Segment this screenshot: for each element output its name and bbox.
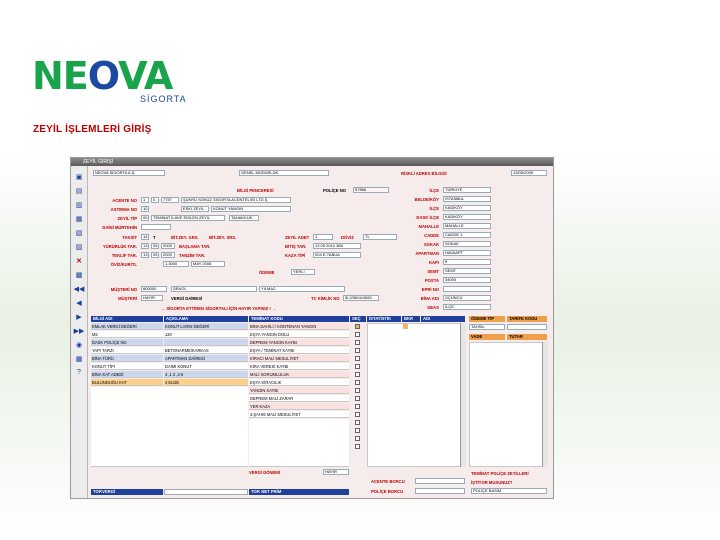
logo-part-o: O <box>87 54 119 98</box>
grid-header-odeme-tip: ÖDEME TİP <box>469 316 505 322</box>
address-mahalle[interactable]: MAHALLE <box>443 223 491 229</box>
bilgi-row-desc[interactable]: 4 ELDE <box>164 379 248 386</box>
address-label-belde: BELDE/KÖY <box>414 197 439 202</box>
kaza-tipi-field[interactable]: 004 E-TABUA <box>313 252 361 258</box>
company-field[interactable]: NEOVA SİGORTA A.Ş. <box>93 170 165 176</box>
address-semt[interactable]: SEMT <box>443 268 491 274</box>
teminat-empty-area <box>249 419 349 467</box>
astirma-v3[interactable]: ESKİ ZEYİL <box>181 206 209 212</box>
top-vergi-field[interactable] <box>164 489 248 495</box>
zeyil-tip-v1[interactable]: 00 <box>143 215 148 220</box>
right-note-2: İŞTİYOR MUSUNUZ? <box>471 480 513 485</box>
teminat-select-checkbox[interactable] <box>355 364 360 369</box>
bilgi-row-desc[interactable]: KONUT LARIN DEĞERİ <box>164 323 248 330</box>
bilgi-row-name[interactable]: M2 <box>91 331 163 338</box>
form-label-yururluk: YÜRÜRLÜK TAR. <box>102 244 137 249</box>
top-net-prim-label: TOP. NET PRİM <box>249 489 349 495</box>
acente-v2[interactable]: 0 <box>151 197 159 203</box>
bitis-field[interactable]: 13 05 2010 365 <box>313 243 361 249</box>
bilgi-empty-area <box>91 387 248 467</box>
teminat-row[interactable]: KİRACI MALİ MESULİYET <box>249 355 349 362</box>
close-icon[interactable]: ✕ <box>76 257 82 265</box>
address-label-epri: EPRİ NO <box>421 287 439 292</box>
address-label-ilce: İLÇE <box>429 206 439 211</box>
page-title: ZEYİL İŞLEMLERİ GİRİŞ <box>33 124 152 135</box>
teminat-select-checkbox[interactable] <box>355 380 360 385</box>
bilgi-row-desc[interactable]: APARTMAN DAİRESİ <box>164 355 248 362</box>
address-cadde[interactable]: CADDE 1 <box>443 232 491 238</box>
vergi-donemi-label: VERGİ DÖNEMİ <box>249 470 280 475</box>
address-belde[interactable]: İSTANBUL <box>443 196 491 202</box>
logo-part-ne: NE <box>32 54 88 98</box>
address-label-sokak: SOKAK <box>423 242 439 247</box>
musteri-name-field[interactable]: ŞENOL <box>171 286 257 292</box>
teminat-select-checkbox[interactable] <box>355 356 360 361</box>
mortgage-select[interactable]: HAYIR <box>141 295 163 301</box>
teminat-select-checkbox[interactable] <box>355 388 360 393</box>
teminat-row[interactable]: EŞYA / TEMİNAT KAYBI <box>249 347 349 354</box>
yururluk-year[interactable]: 2009 <box>161 243 175 249</box>
filter-icon[interactable]: ◉ <box>75 341 83 349</box>
police-borcu-field[interactable] <box>415 488 465 494</box>
doviz-date-field[interactable]: MAY 2008 <box>191 261 225 267</box>
address-epri[interactable] <box>443 286 491 292</box>
office-field[interactable]: GENEL MÜDÜRLÜK <box>239 170 329 176</box>
policy-no-label: POLİÇE NO <box>323 188 347 193</box>
teminat-select-checkbox[interactable] <box>355 340 360 345</box>
form-label-astirma: ASTIRMA NO <box>110 207 137 212</box>
acente-borcu-field[interactable] <box>415 478 465 484</box>
yururluk-month[interactable]: 05 <box>153 243 158 248</box>
address-deas[interactable]: İLÇE <box>443 304 491 310</box>
grid-header-bilgi: BİLGİ ADI <box>91 316 163 322</box>
grid-header-adi: ADI <box>421 316 465 322</box>
acente-v3[interactable]: 7757 <box>161 197 179 203</box>
info-window-label: BİLGİ PENCERESİ <box>237 188 274 193</box>
bilgi-row-desc[interactable]: 4 ,1 2 ,3 6 <box>164 371 248 378</box>
zeyil-adet-label: ZEYİL ADET <box>285 235 310 240</box>
tc-label: TC KİMLİK NO <box>311 296 340 301</box>
bilgi-row-name[interactable]: DASK POLİÇE NO <box>91 339 163 346</box>
logo-part-va: VA <box>118 54 173 98</box>
bkr-marker <box>403 324 408 329</box>
address-label-kapi: KAPI <box>428 260 439 265</box>
address-label-apartman: APARTMAN <box>415 251 439 256</box>
grid-header-vade: VADE <box>469 334 505 340</box>
copy-icon[interactable]: ▧ <box>75 229 83 237</box>
taksit-grs-label: BİT.ZEY. GRS. <box>171 235 199 240</box>
address-bina[interactable]: ÜÇÜNCÜ <box>443 295 491 301</box>
form-label-teklif: TEKLİF TAR. <box>111 253 137 258</box>
address-apartman[interactable]: HAVAAPT <box>443 250 491 256</box>
form-label-daini: DAİNİ MÜRTEHİN <box>102 225 137 230</box>
bilgi-row-name[interactable]: KONUT TİPİ <box>91 363 163 370</box>
yururluk-day[interactable]: 13 <box>143 243 148 248</box>
odeme-select[interactable]: YERLİ <box>291 269 315 275</box>
teminat-row[interactable]: DEPREM YANGIN KAYBI <box>249 339 349 346</box>
kaza-tipi-label: KAZA TİPİ <box>285 253 306 258</box>
previous-record-icon[interactable]: ◀ <box>76 299 82 307</box>
teminat-select-checkbox[interactable] <box>355 404 360 409</box>
open-record-icon[interactable]: ▥ <box>75 201 83 209</box>
form-label-doviz-kur: ÖVİZ/KUR/TL <box>110 262 137 267</box>
taksit-srs-label: BİT.ZEY. SRS. <box>209 235 237 240</box>
address-label-cadde: CADDE <box>424 233 439 238</box>
odeme-tip-field[interactable]: TAHSİL <box>469 324 505 330</box>
vergi-donemi-select[interactable]: HAYIR <box>323 469 349 475</box>
teminat-select-checkbox[interactable] <box>355 412 360 417</box>
grid-header-tutar: TUTAR <box>507 334 547 340</box>
musteri-surname-field[interactable]: YILMAZ <box>259 286 345 292</box>
zeyil-entry-window <box>70 157 554 499</box>
teminat-select-checkbox[interactable] <box>355 324 360 329</box>
address-label-mahalle: MAHALLE <box>418 224 439 229</box>
date-field[interactable]: 13/05/2009 <box>511 170 547 176</box>
bilgi-row-desc[interactable]: 120 <box>164 331 248 338</box>
form-label-zeyil-tip: ZEYİL TİP <box>117 216 137 221</box>
tarife-field[interactable] <box>507 324 547 330</box>
save-icon[interactable]: ▣ <box>75 173 83 181</box>
zeyil-adet-field[interactable]: 1 <box>313 234 333 240</box>
bilgi-row-name[interactable]: BULUNDUĞU KAT <box>91 379 163 386</box>
logo-wordmark <box>32 56 172 96</box>
help-icon[interactable]: ? <box>77 369 81 376</box>
teminat-row[interactable]: BİNA DAHİLİ / KONTENAN YANGIN <box>249 323 349 330</box>
teminat-row[interactable]: DEPREM MALİ ZARAR <box>249 395 349 402</box>
teminat-select-checkbox[interactable] <box>355 348 360 353</box>
police-basim-select[interactable]: POLİÇE BASIM <box>471 488 547 494</box>
address-ulke[interactable]: TÜRKİYE <box>443 187 491 193</box>
odeme-label: ÖDEME <box>259 270 275 275</box>
teminat-row[interactable]: YANGIN KAYBI <box>249 387 349 394</box>
right-note-1: TEMİNAT POLİÇE ZEYİLLERİ <box>471 471 529 476</box>
doviz-kur-field[interactable]: 1.3000 <box>163 261 189 267</box>
address-label-deas: DEAS <box>427 305 439 310</box>
taksit-v1[interactable]: 14 <box>143 234 148 239</box>
daini-field[interactable] <box>141 224 171 230</box>
bilgi-row-desc[interactable]: DAİMİ KONUT <box>164 363 248 370</box>
address-ilce[interactable]: KADIKÖY <box>443 205 491 211</box>
teminat-row[interactable]: YER KAZA <box>249 403 349 410</box>
vade-scrollbar[interactable] <box>542 342 548 467</box>
teminat-row[interactable]: EŞYA KİRACILIK <box>249 379 349 386</box>
teminat-select-checkbox[interactable] <box>355 332 360 337</box>
teminat-row[interactable]: MALİ SORUMLULUK <box>249 371 349 378</box>
top-vergi-label: TOP.VERGİ <box>91 489 163 495</box>
last-record-icon[interactable]: ▶▶ <box>73 327 85 335</box>
refresh-icon[interactable]: ▩ <box>75 271 83 279</box>
bitis-label: BİTİŞ TAR. <box>285 244 307 249</box>
address-label-dask: DASK İLÇE <box>416 215 439 220</box>
neova-logo <box>32 56 202 106</box>
form-label-taksit: TAKSİT <box>122 235 137 240</box>
acente-borcu-label: ACENTE BORCU <box>371 479 405 484</box>
teminat-select-checkbox[interactable] <box>355 420 360 425</box>
teklif-year[interactable]: 2009 <box>161 252 175 258</box>
musteri-no-label: MÜŞTERİ NO <box>110 287 137 292</box>
musteri-no-field[interactable]: 800000 <box>141 286 167 292</box>
address-posta[interactable]: 34000 <box>443 277 491 283</box>
doviz-label: DÖVİZ <box>341 235 354 240</box>
zeyil-tip-v4[interactable]: TAHAKKUK <box>229 215 259 221</box>
teklif-day[interactable]: 13 <box>143 252 148 257</box>
taksit-v2: T <box>153 235 156 240</box>
grid-header-aciklama: AÇIKLAMA <box>164 316 248 322</box>
teminat-select-checkbox[interactable] <box>355 396 360 401</box>
grid-header-sec: SEÇ <box>350 316 366 322</box>
police-borcu-label: POLİÇE BORCU <box>371 489 404 494</box>
mortgage-label: MÜŞTERİ <box>118 296 137 301</box>
istatistik-grid[interactable] <box>367 323 465 467</box>
bilgi-row-name[interactable]: BİNA KAT ADEDİ <box>91 371 163 378</box>
grid-header-teminat: TEMİNAT KODU <box>249 316 349 322</box>
grid-header-istatistik: İSTATİSTİK <box>367 316 401 322</box>
teminat-select-checkbox[interactable] <box>355 436 360 441</box>
window-titlebar: ZEYİL GİRİŞİ <box>71 158 553 166</box>
bilgi-row-desc[interactable]: BETONARME/KARKAS <box>164 347 248 354</box>
logo-subtitle: SİGORTA <box>140 94 187 104</box>
tanzim-label: TANZİM TAR. <box>179 253 206 258</box>
new-record-icon[interactable]: ▤ <box>75 187 83 195</box>
address-kapi[interactable]: 9 <box>443 259 491 265</box>
baslama-label: BAŞLAMA TAR. <box>179 244 211 249</box>
astirma-v1[interactable]: 10 <box>143 206 148 211</box>
bilgi-row-name[interactable]: BİNA TÜRÜ <box>91 355 163 362</box>
tc-field[interactable]: 5L2/5604/4560 <box>343 295 379 301</box>
istatistik-scrollbar[interactable] <box>460 323 466 467</box>
address-label-posta: POSTA <box>424 278 439 283</box>
address-dask[interactable]: KADIKÖY <box>443 214 491 220</box>
teminat-row[interactable]: 3.ŞAHIS MALİ MESULİYET <box>249 411 349 418</box>
address-label-ulke: İLÇE <box>429 188 439 193</box>
left-toolbar <box>71 166 88 498</box>
teminat-select-checkbox[interactable] <box>355 428 360 433</box>
bilgi-row-name[interactable]: EMLAK VERGİ DEĞERİ <box>91 323 163 330</box>
print-icon[interactable]: ▦ <box>75 215 83 223</box>
bilgi-row-name[interactable]: YAPI TARZI <box>91 347 163 354</box>
teminat-select-checkbox[interactable] <box>355 444 360 449</box>
address-label-semt: SEMT <box>427 269 439 274</box>
address-label-bina: BİNA ADI <box>420 296 439 301</box>
teminat-select-checkbox[interactable] <box>355 372 360 377</box>
teklif-month[interactable]: 05 <box>153 252 158 257</box>
teminat-row[interactable]: KİRA VERESİ KAYBI <box>249 363 349 370</box>
acente-v4[interactable]: ŞUKRÜ SÖKÜZ SİGORTA ACENTELİĞİ LTD.Ş. <box>181 197 291 203</box>
doviz-select[interactable]: TL <box>363 234 397 240</box>
vergi-dairesi-label: VERGİ DAİRESİ <box>171 296 203 301</box>
vade-tutar-grid[interactable] <box>469 342 547 467</box>
teminat-row[interactable]: EŞYA YANGIN DOLU <box>249 331 349 338</box>
first-record-icon[interactable]: ◀◀ <box>73 285 85 293</box>
acente-v1[interactable]: 1 <box>141 197 149 203</box>
sigorta-note: ← SİGORTA ETTİREN SİGORTALI İÇİN HAYIR YAPINIZ ! → <box>161 306 277 311</box>
astirma-v4[interactable]: KONUT YANGIN <box>211 206 291 212</box>
calculator-icon[interactable]: ▦ <box>75 355 83 363</box>
zeyil-tip-v3[interactable]: TEMİNAT İLAVE EDİLEN ZEYİL <box>151 215 225 221</box>
policy-no-field[interactable]: 57566 <box>353 187 389 193</box>
delete-icon[interactable]: ▨ <box>75 243 83 251</box>
next-record-icon[interactable]: ▶ <box>76 313 82 321</box>
risk-address-header: RİSKLİ ADRES BİLGİSİ <box>401 171 447 176</box>
form-label-acente: ACENTE NO <box>112 198 137 203</box>
grid-header-tarife: TARİFE KODU <box>507 316 547 322</box>
bilgi-row-desc[interactable] <box>164 339 248 346</box>
address-sokak[interactable]: SOKAK <box>443 241 491 247</box>
grid-header-bkr: BKR <box>402 316 420 322</box>
